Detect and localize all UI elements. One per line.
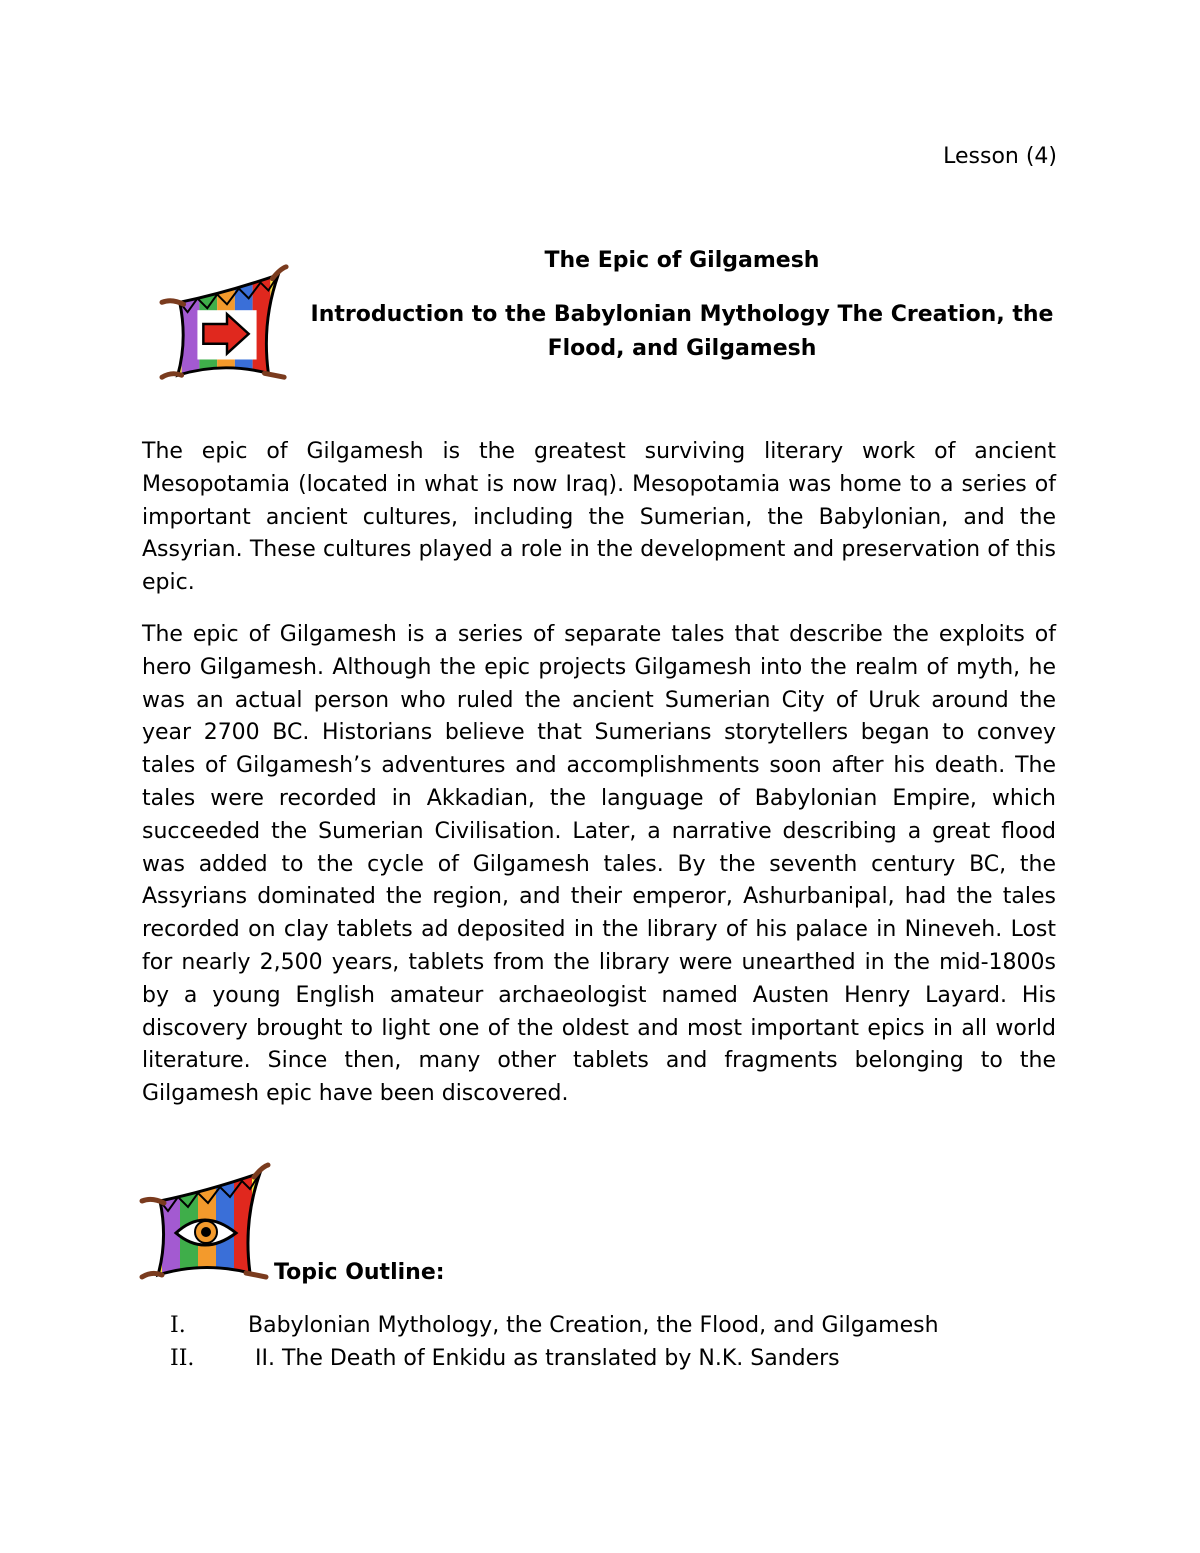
list-numeral: II. — [170, 1345, 195, 1371]
document-title: The Epic of Gilgamesh — [544, 248, 820, 273]
lesson-number: Lesson (4) — [943, 144, 1057, 169]
list-item — [170, 1343, 1070, 1376]
topic-outline-list — [170, 1310, 1070, 1375]
list-item-text: Babylonian Mythology, the Creation, the Flood, and Gilgamesh — [248, 1313, 939, 1338]
banner-eye-icon — [138, 1160, 278, 1286]
banner-arrow-icon — [158, 262, 296, 386]
intro-paragraph: The epic of Gilgamesh is the greatest surviving literary work of ancient Mesopotamia (located in what is now Iraq). Mesopotamia was home to a series of important ancient cultures, including the Sumerian, the Babylonian, and the Assyrian. These cultures played a role in the development and preservation of this epic. — [142, 439, 1056, 596]
topic-outline-heading: Topic Outline: — [274, 1260, 445, 1285]
list-numeral: I. — [170, 1313, 186, 1338]
document-subtitle: Introduction to the Babylonian Mythology The Creation, the Flood, and Gilgamesh — [310, 302, 1054, 361]
list-item-text: II. The Death of Enkidu as translated by N.K. Sanders — [248, 1345, 840, 1371]
history-paragraph: The epic of Gilgamesh is a series of separate tales that describe the exploits of hero Gilgamesh. Although the epic projects Gilgamesh into the realm of myth, he was an actual person who ruled the ancient Sumerian City of Uruk around the year 2700 BC. Historians believe that Sumerians storytellers began to convey tales of Gilgamesh’s adventures and accomplishments soon after his death. The tales were recorded in Akkadian, the language of Babylonian Empire, which succeeded the Sumerian Civilisation. Later, a narrative describing a great flood was added to the cycle of Gilgamesh tales. By the seventh century BC, the Assyrians dominated the region, and their emperor, Ashurbanipal, had the tales recorded on clay tablets ad deposited in the library of his palace in Nineveh. Lost for nearly 2,500 years, tablets from the library were unearthed in the mid-1800s by a young English amateur archaeologist named Austen Henry Layard. His discovery brought to light one of the oldest and most important epics in all world literature. Since then, many other tablets and fragments belonging to the Gilgamesh epic have been discovered. — [142, 622, 1056, 1107]
list-item — [170, 1310, 1070, 1343]
